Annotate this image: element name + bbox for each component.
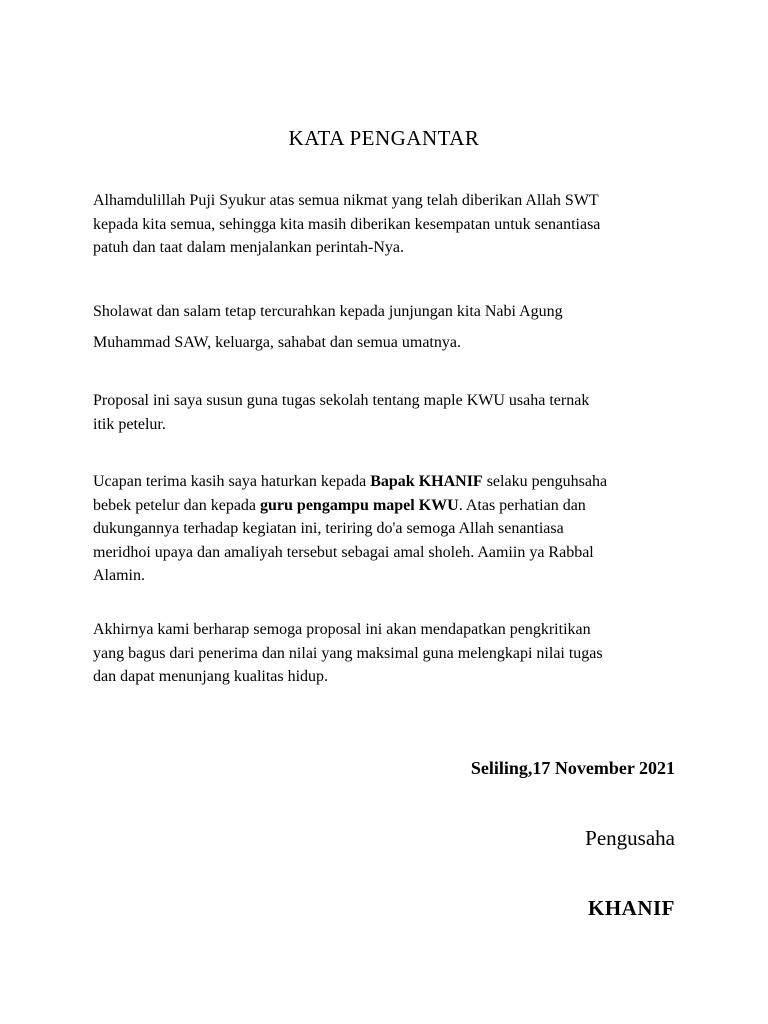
paragraph-line: meridhoi upaya dan amaliyah tersebut sebagai amal sholeh. Aamiin ya Rabbal: [93, 543, 594, 561]
page-title: KATA PENGANTAR: [288, 126, 480, 150]
bold-teacher-kwu: guru pengampu mapel KWU: [260, 496, 459, 514]
bold-name-bapak-khanif: Bapak KHANIF: [370, 473, 483, 490]
paragraph-line: yang bagus dari penerima dan nilai yang maksimal guna melengkapi nilai tugas: [93, 644, 603, 662]
signature-name: KHANIF: [588, 896, 675, 920]
paragraph-line: Proposal ini saya susun guna tugas sekolah tentang maple KWU usaha ternak: [93, 392, 590, 409]
paragraph-line: [93, 494, 683, 518]
paragraph-line: Alamin.: [93, 567, 145, 584]
paragraph-opening: [93, 189, 683, 260]
paragraph-line: dukungannya terhadap kegiatan ini, teriring do'a semoga Allah senantiasa: [93, 520, 564, 537]
text-run: Ucapan terima kasih saya haturkan kepada: [93, 473, 371, 490]
paragraph-line: patuh dan taat dalam menjalankan perintah-Nya.: [93, 239, 404, 256]
signature-place-date: Seliling,17 November 2021: [470, 758, 675, 778]
text-run: bebek petelur dan kepada: [93, 496, 261, 514]
paragraph-closing: [93, 618, 683, 689]
text-run: . Atas perhatian dan: [458, 496, 586, 514]
signature-role: Pengusaha: [585, 826, 675, 850]
paragraph-line: [93, 470, 683, 494]
text-run: selaku penguhsaha: [482, 473, 608, 490]
paragraph-line: kepada kita semua, sehingga kita masih diberikan kesempatan untuk senantiasa: [93, 215, 601, 233]
paragraph-line: Alhamdulillah Puji Syukur atas semua nikmat yang telah diberikan Allah SWT: [93, 192, 599, 209]
paragraph-line: Sholawat dan salam tetap tercurahkan kepada junjungan kita Nabi Agung: [93, 303, 563, 320]
paragraph-purpose: [93, 389, 683, 436]
paragraph-line: dan dapat menunjang kualitas hidup.: [93, 668, 329, 685]
paragraph-line: itik petelur.: [93, 415, 166, 433]
paragraph-line: Muhammad SAW, keluarga, sahabat dan semua umatnya.: [93, 334, 461, 351]
paragraph-thanks: [93, 470, 683, 588]
paragraph-line: Akhirnya kami berharap semoga proposal ini akan mendapatkan pengkritikan: [93, 621, 591, 638]
paragraph-sholawat: [93, 296, 683, 358]
